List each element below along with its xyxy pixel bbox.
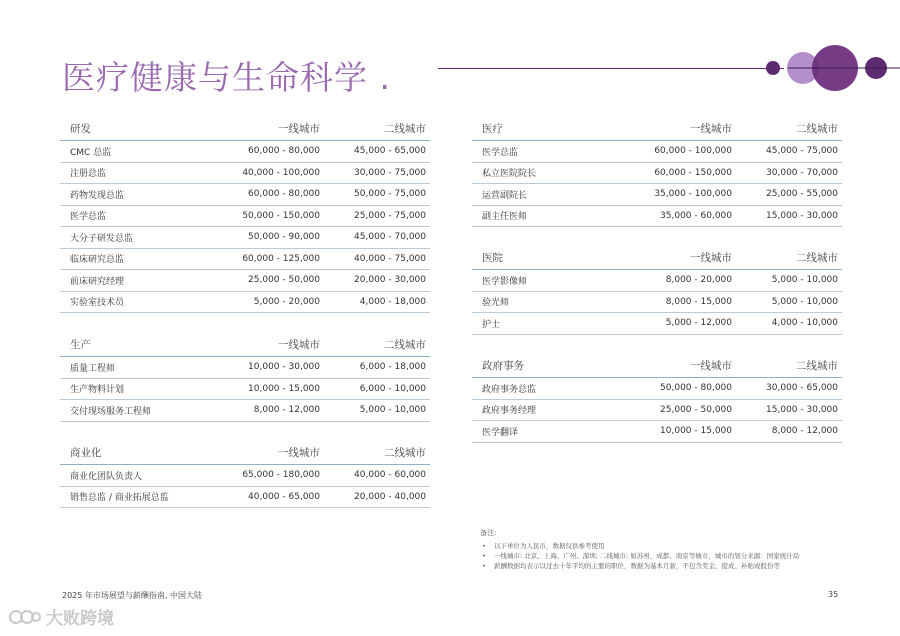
tier1-header: 一线城市 (278, 447, 320, 459)
table-header (60, 117, 430, 141)
tier2-salary: 20,000 - 40,000 (354, 491, 426, 502)
tier1-salary: 60,000 - 150,000 (654, 167, 732, 178)
tier2-header: 二线城市 (796, 252, 838, 264)
table-row (60, 163, 430, 185)
table-row (60, 379, 430, 401)
watermark-text: 大败跨境 (46, 609, 114, 629)
tier2-salary: 30,000 - 65,000 (766, 383, 838, 394)
tier1-salary: 40,000 - 65,000 (248, 491, 320, 502)
role-name: 注册总监 (70, 169, 107, 180)
table-row (60, 270, 430, 292)
tier2-salary: 45,000 - 70,000 (354, 232, 426, 243)
table-row (60, 400, 430, 422)
tier2-header: 二线城市 (384, 447, 426, 459)
table-hospital (472, 246, 842, 335)
role-name: 医学总监 (70, 212, 107, 223)
watermark (8, 604, 114, 629)
page-title: 医疗健康与生命科学 . (62, 58, 391, 97)
role-name: 药物发现总监 (70, 190, 125, 201)
table-row (60, 249, 430, 271)
role-name: 商业化团队负责人 (70, 471, 143, 482)
tier2-header: 二线城市 (384, 339, 426, 351)
tier2-salary: 20,000 - 30,000 (354, 275, 426, 286)
table-header (60, 441, 430, 465)
decorative-circles-icon (760, 40, 900, 100)
notes-section (480, 528, 840, 571)
table-row (472, 313, 842, 335)
tier2-salary: 40,000 - 60,000 (354, 470, 426, 481)
tier1-salary: 5,000 - 12,000 (665, 318, 732, 329)
tier2-salary: 5,000 - 10,000 (771, 296, 838, 307)
table-header (60, 333, 430, 357)
role-name: 副主任医师 (482, 212, 528, 223)
table-row (472, 378, 842, 400)
role-name: 运营副院长 (482, 190, 528, 201)
tier1-salary: 10,000 - 30,000 (248, 362, 320, 373)
table-row (60, 184, 430, 206)
tier1-salary: 5,000 - 20,000 (253, 296, 320, 307)
tier1-salary: 60,000 - 100,000 (654, 146, 732, 157)
table-row (472, 184, 842, 206)
table-row (472, 163, 842, 185)
tier2-salary: 45,000 - 75,000 (766, 146, 838, 157)
note-item: • 薪酬数据均表示以过去十年平均的主要的职位，数据为基本月薪，不包含奖金、提成、补贴或股份等 (480, 561, 840, 571)
tier2-salary: 45,000 - 65,000 (354, 146, 426, 157)
tier2-salary: 15,000 - 30,000 (766, 404, 838, 415)
tier1-header: 一线城市 (690, 252, 732, 264)
role-name: 政府事务总监 (482, 384, 537, 395)
role-name: 实验室技术员 (70, 298, 125, 309)
tier1-salary: 25,000 - 50,000 (660, 404, 732, 415)
table-medical (472, 117, 842, 227)
note-item: • 以下单位为人民币，数据仅供参考使用 (480, 541, 840, 551)
table-row (60, 227, 430, 249)
tier1-salary: 8,000 - 15,000 (665, 296, 732, 307)
tier1-salary: 60,000 - 80,000 (248, 146, 320, 157)
category-label: 政府事务 (482, 360, 524, 372)
role-name: 医学翻译 (482, 427, 519, 438)
table-row (60, 357, 430, 379)
tier1-salary: 8,000 - 20,000 (665, 275, 732, 286)
tier2-salary: 30,000 - 75,000 (354, 167, 426, 178)
title-divider (438, 68, 784, 69)
role-name: 前床研究经理 (70, 276, 125, 287)
tier1-salary: 50,000 - 80,000 (660, 383, 732, 394)
role-name: CMC 总监 (70, 147, 112, 158)
tier1-salary: 50,000 - 150,000 (242, 210, 320, 221)
role-name: 生产物料计划 (70, 385, 125, 396)
tier2-salary: 5,000 - 10,000 (771, 275, 838, 286)
table-row (472, 270, 842, 292)
footer-text: 2025 年市场展望与薪酬指南, 中国大陆 (62, 591, 202, 600)
tier1-salary: 60,000 - 125,000 (242, 253, 320, 264)
table-row (472, 206, 842, 228)
tier1-salary: 25,000 - 50,000 (248, 275, 320, 286)
category-label: 商业化 (70, 447, 102, 459)
table-production (60, 333, 430, 422)
tier2-header: 二线城市 (796, 360, 838, 372)
tier2-salary: 25,000 - 55,000 (766, 189, 838, 200)
table-row (60, 465, 430, 487)
role-name: 交付现场服务工程师 (70, 406, 152, 417)
table-commercial (60, 441, 430, 508)
table-government (472, 354, 842, 443)
tier1-salary: 35,000 - 60,000 (660, 210, 732, 221)
page-number: 35 (828, 590, 839, 599)
tier1-salary: 60,000 - 80,000 (248, 189, 320, 200)
table-header (472, 117, 842, 141)
role-name: 大分子研发总监 (70, 233, 134, 244)
table-row (472, 292, 842, 314)
tier2-header: 二线城市 (796, 123, 838, 135)
tier2-salary: 4,000 - 18,000 (359, 296, 426, 307)
tier2-salary: 25,000 - 75,000 (354, 210, 426, 221)
role-name: 护士 (482, 319, 501, 330)
tier2-salary: 6,000 - 10,000 (359, 383, 426, 394)
table-header (472, 354, 842, 378)
tier1-header: 一线城市 (690, 360, 732, 372)
watermark-logo-icon (8, 606, 42, 628)
tier1-salary: 50,000 - 90,000 (248, 232, 320, 243)
tier1-header: 一线城市 (278, 339, 320, 351)
notes-title: 备注: (480, 529, 497, 537)
table-row (60, 206, 430, 228)
tier2-salary: 5,000 - 10,000 (359, 405, 426, 416)
table-row (60, 487, 430, 509)
tier1-salary: 40,000 - 100,000 (242, 167, 320, 178)
table-rnd (60, 117, 430, 313)
role-name: 销售总监 / 商业拓展总监 (70, 493, 169, 504)
tier2-salary: 6,000 - 18,000 (359, 362, 426, 373)
role-name: 政府事务经理 (482, 406, 537, 417)
notes-list (480, 541, 840, 571)
role-name: 医学影像师 (482, 276, 528, 287)
table-row (472, 400, 842, 422)
table-header (472, 246, 842, 270)
tier1-salary: 10,000 - 15,000 (248, 383, 320, 394)
category-label: 医院 (482, 252, 503, 264)
note-item: • 一线城市: 北京、上海、广州、深圳; 二线城市: 如苏州、成都、南京等城市，城市的划分来源：国家统计局 (480, 551, 840, 561)
tier2-salary: 40,000 - 75,000 (354, 253, 426, 264)
tier1-salary: 35,000 - 100,000 (654, 189, 732, 200)
role-name: 质量工程师 (70, 363, 116, 374)
category-label: 研发 (70, 123, 91, 135)
tier2-salary: 8,000 - 12,000 (771, 426, 838, 437)
tier1-header: 一线城市 (278, 123, 320, 135)
tier1-salary: 8,000 - 12,000 (253, 405, 320, 416)
tier1-salary: 65,000 - 180,000 (242, 470, 320, 481)
tier2-salary: 15,000 - 30,000 (766, 210, 838, 221)
tier1-salary: 10,000 - 15,000 (660, 426, 732, 437)
tier2-header: 二线城市 (384, 123, 426, 135)
role-name: 临床研究总监 (70, 255, 125, 266)
role-name: 验光师 (482, 298, 510, 309)
tier2-salary: 30,000 - 70,000 (766, 167, 838, 178)
table-row (472, 421, 842, 443)
table-row (472, 141, 842, 163)
table-row (60, 141, 430, 163)
category-label: 生产 (70, 339, 91, 351)
tier2-salary: 4,000 - 10,000 (771, 318, 838, 329)
tier2-salary: 50,000 - 75,000 (354, 189, 426, 200)
table-row (60, 292, 430, 314)
tier1-header: 一线城市 (690, 123, 732, 135)
role-name: 医学总监 (482, 147, 519, 158)
role-name: 私立医院院长 (482, 169, 537, 180)
category-label: 医疗 (482, 123, 503, 135)
